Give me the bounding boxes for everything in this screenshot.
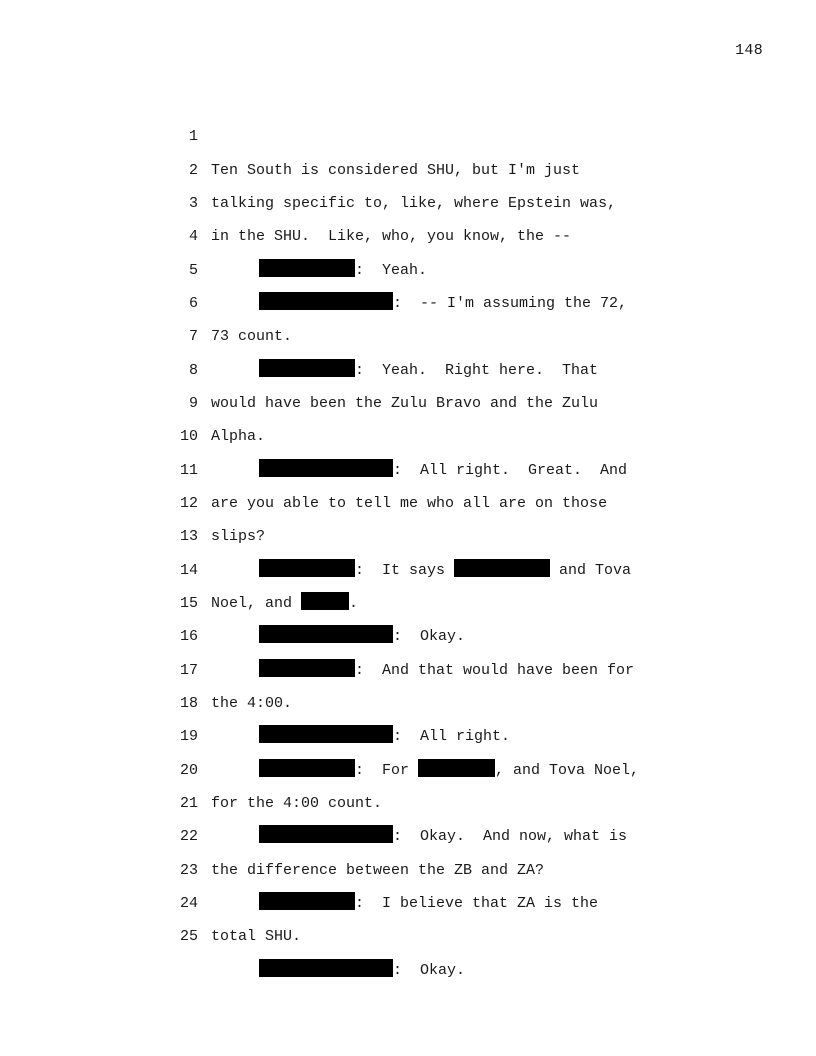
- line-number: 7: [188, 328, 198, 346]
- speaker-line: [259, 954, 465, 987]
- line-text: in the SHU. Like, who, you know, the --: [211, 228, 572, 246]
- speech-text: : -- I'm assuming the 72,: [393, 294, 628, 312]
- line-number: 5: [188, 261, 198, 279]
- line-number: 6: [188, 294, 198, 312]
- line-number: 20: [179, 761, 198, 779]
- line-number: 18: [179, 694, 198, 712]
- speech-text: : All right.: [393, 728, 511, 746]
- speech-text: : Yeah.: [355, 261, 428, 279]
- line-number: 8: [188, 361, 198, 379]
- speech-text: : Okay.: [393, 961, 466, 979]
- line-number: 21: [179, 794, 198, 812]
- line-number: 19: [179, 728, 198, 746]
- speech-text: : For: [355, 761, 419, 779]
- speech-text: : Okay.: [393, 628, 466, 646]
- line-number: 14: [179, 561, 198, 579]
- speech-text: and Tova: [550, 561, 632, 579]
- line-number: 23: [179, 861, 198, 879]
- line-text: total SHU.: [211, 928, 302, 946]
- speech-text: : Okay. And now, what is: [393, 828, 628, 846]
- line-number: 22: [179, 828, 198, 846]
- transcript-body: [150, 87, 710, 979]
- speech-text: : And that would have been for: [355, 661, 635, 679]
- line-text: the 4:00.: [211, 694, 293, 712]
- line-number: 3: [188, 194, 198, 212]
- line-number: 10: [179, 428, 198, 446]
- line-text: Alpha.: [211, 428, 266, 446]
- speech-text: : It says: [355, 561, 455, 579]
- line-text: Ten South is considered SHU, but I'm just: [211, 161, 581, 179]
- line-number: 13: [179, 528, 198, 546]
- redaction-block: [259, 959, 393, 977]
- line-number: 1: [188, 128, 198, 146]
- speech-text: : All right. Great. And: [393, 461, 628, 479]
- transcript-line: [150, 87, 710, 179]
- line-text: would have been the Zulu Bravo and the Zulu: [211, 394, 599, 412]
- line-number: 15: [179, 594, 198, 612]
- line-number: 11: [179, 461, 198, 479]
- speech-text: : I believe that ZA is the: [355, 894, 599, 912]
- speech-text: : Yeah. Right here. That: [355, 361, 599, 379]
- line-number: 25: [179, 928, 198, 946]
- line-text: the difference between the ZB and ZA?: [211, 861, 545, 879]
- speech-text: , and Tova Noel,: [495, 761, 640, 779]
- line-text: 73 count.: [211, 328, 293, 346]
- line-number: 17: [179, 661, 198, 679]
- line-number: 2: [188, 161, 198, 179]
- line-text: are you able to tell me who all are on those: [211, 494, 608, 512]
- page-number: 148: [735, 42, 763, 59]
- line-text: for the 4:00 count.: [211, 794, 383, 812]
- line-text: slips?: [211, 528, 266, 546]
- line-number: 12: [179, 494, 198, 512]
- line-number: 4: [188, 228, 198, 246]
- line-number: 9: [188, 394, 198, 412]
- speech-text: Noel, and: [211, 594, 302, 612]
- line-number: 16: [179, 628, 198, 646]
- speech-text: .: [349, 594, 359, 612]
- line-text: talking specific to, like, where Epstein was,: [211, 194, 617, 212]
- line-number: 24: [179, 894, 198, 912]
